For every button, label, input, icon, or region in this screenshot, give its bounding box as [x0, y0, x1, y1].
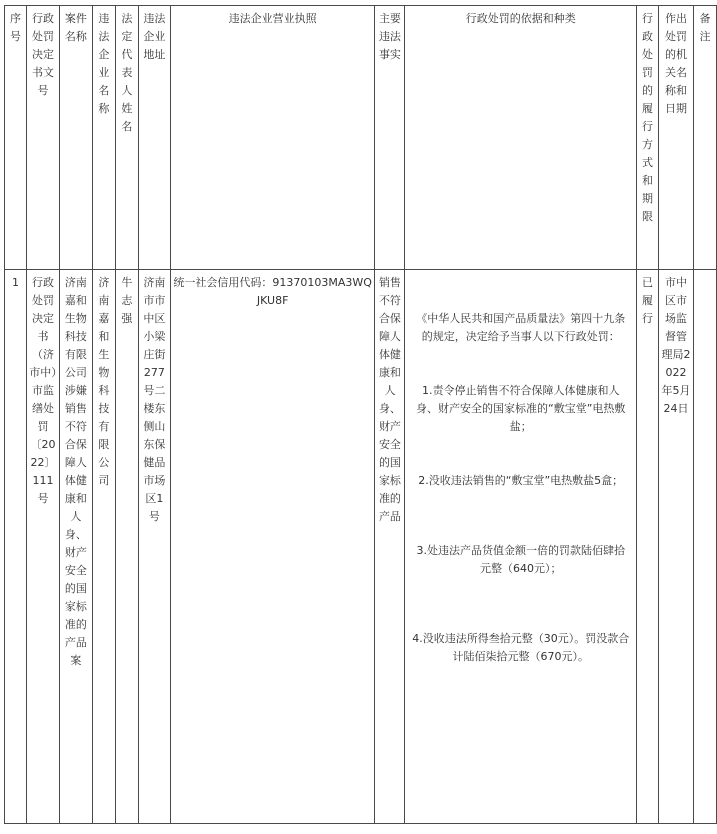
header-address: 违法企业地址 [138, 6, 170, 270]
header-legal-rep: 法定代表人姓名 [115, 6, 138, 270]
table-row [5, 270, 717, 824]
header-company: 违法企业名称 [92, 6, 115, 270]
basis-intro: 《中华人民共和国产品质量法》第四十九条的规定，决定给予当事人以下行政处罚： [416, 312, 626, 343]
cell-company: 济南嘉和生物科技有限公司 [92, 270, 115, 824]
basis-item-3: 3.处违法产品货值金额一倍的罚款陆佰肆拾元整（640元）； [416, 544, 625, 575]
header-seq: 序号 [5, 6, 27, 270]
penalty-table [4, 5, 717, 824]
cell-violation: 销售不符合保障人体健康和人身、财产安全的国家标准的产品 [375, 270, 405, 824]
header-remark: 备注 [693, 6, 716, 270]
basis-item-2: 2.没收违法销售的“敷宝堂”电热敷盐5盒； [418, 474, 624, 487]
cell-doc-no: 行政处罚决定书（济市中）市监缮处罚〔2022〕111号 [26, 270, 59, 824]
header-violation: 主要违法事实 [375, 6, 405, 270]
cell-authority: 市中区市场监督管理局2022年5月24日 [659, 270, 694, 824]
basis-item-4: 4.没收违法所得叁拾元整（30元）。罚没款合计陆佰柒拾元整（670元）。 [412, 632, 630, 663]
header-license: 违法企业营业执照 [170, 6, 375, 270]
cell-remark [693, 270, 716, 824]
cell-license: 统一社会信用代码：91370103MA3WQJKU8F [170, 270, 375, 824]
header-case-name: 案件名称 [59, 6, 92, 270]
table-header-row [5, 6, 717, 270]
header-performance: 行政处罚的履行方式和期限 [637, 6, 659, 270]
cell-seq: 1 [5, 270, 27, 824]
cell-case-name: 济南嘉和生物科技有限公司涉嫌销售不符合保障人体健康和人身、财产安全的国家标准的产品案 [59, 270, 92, 824]
penalty-table-wrapper [4, 5, 717, 824]
cell-basis [405, 270, 637, 824]
basis-item-1: 1.责令停止销售不符合保障人体健康和人身、财产安全的国家标准的“敷宝堂”电热敷盐； [416, 384, 626, 433]
header-authority: 作出处罚的机关名称和日期 [659, 6, 694, 270]
cell-performance: 已履行 [637, 270, 659, 824]
cell-legal-rep: 牛志强 [115, 270, 138, 824]
header-doc-no: 行政处罚决定书文号 [26, 6, 59, 270]
cell-address: 济南市市中区小梁庄街277号二楼东侧山东保健品市场区1号 [138, 270, 170, 824]
header-basis: 行政处罚的依据和种类 [405, 6, 637, 270]
